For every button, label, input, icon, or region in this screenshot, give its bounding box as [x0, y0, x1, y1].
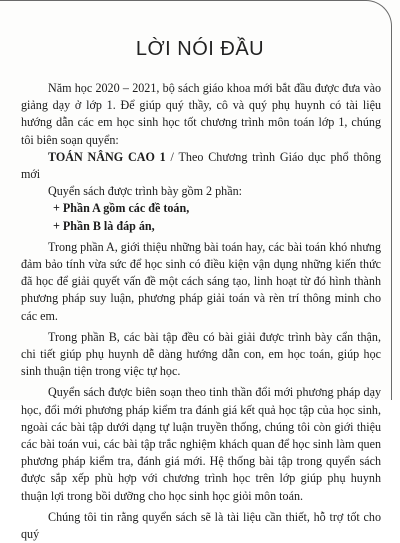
- paragraph-structure: Quyển sách được trình bày gồm 2 phần:: [48, 184, 242, 199]
- book-title-subtitle: / Theo Chương trình Giáo dục phổ thông mới: [21, 149, 381, 182]
- paragraph-part-a: Trong phần A, giới thiệu những bài toán hay, các bài toán khó nhưng đảm bảo tính vừa sức để học sinh có điều kiện vận dụng những kiến thức đã học để giải quyết vấn đề một cách sáng tạo, linh hoạt từ đó hình thành phương pháp suy luận, phương pháp giải toán và rèn trí thông minh cho các em.: [21, 239, 381, 323]
- preface-body: [21, 80, 381, 543]
- paragraph-method: Quyển sách được biên soạn theo tinh thần đổi mới phương pháp dạy học, đổi mới phương pháp kiểm tra đánh giá kết quả học tập của học sinh, ngoài các bài tập dưới dạng tự luận truyền thống, chúng tôi còn giới thiệu các bài toán vui, các bài tập trắc nghiệm khách quan để học sinh làm quen phương pháp kiểm tra, đánh giá mới. Hệ thống bài tập trong quyển sách được sắp xếp phù hợp với chương trình học trên lớp giúp phụ huynh thuận lợi trong bồi dưỡng cho học sinh học giỏi môn toán.: [21, 385, 381, 503]
- list-item-part-a: + Phần A gồm các đề toán,: [53, 201, 190, 216]
- page-title: LỜI NÓI ĐẦU: [135, 38, 265, 60]
- paragraph-intro: Năm học 2020 – 2021, bộ sách giáo khoa mới bắt đầu được đưa vào giảng dạy ở lớp 1. Để giúp quý thầy, cô và quý phụ huynh có tài liệu hướng dẫn các em học sinh học tốt chương trình môn toán lớp 1, chúng tôi biên soạn quyển:: [21, 81, 381, 147]
- book-title: TOÁN NÂNG CAO 1: [48, 149, 166, 164]
- list-item-part-b: + Phần B là đáp án,: [53, 218, 155, 233]
- paragraph-part-b: Trong phần B, các bài tập đều có bài giải được trình bày cẩn thận, chi tiết giúp phụ huynh dễ dàng hướng dẫn con, em học toán, giúp học sinh thuận tiện trong việc tự học.: [21, 329, 381, 379]
- paragraph-closing: Chúng tôi tin rằng quyển sách sẽ là tài liệu cần thiết, hỗ trợ tốt cho quý: [21, 509, 381, 542]
- book-title-line: [21, 149, 381, 183]
